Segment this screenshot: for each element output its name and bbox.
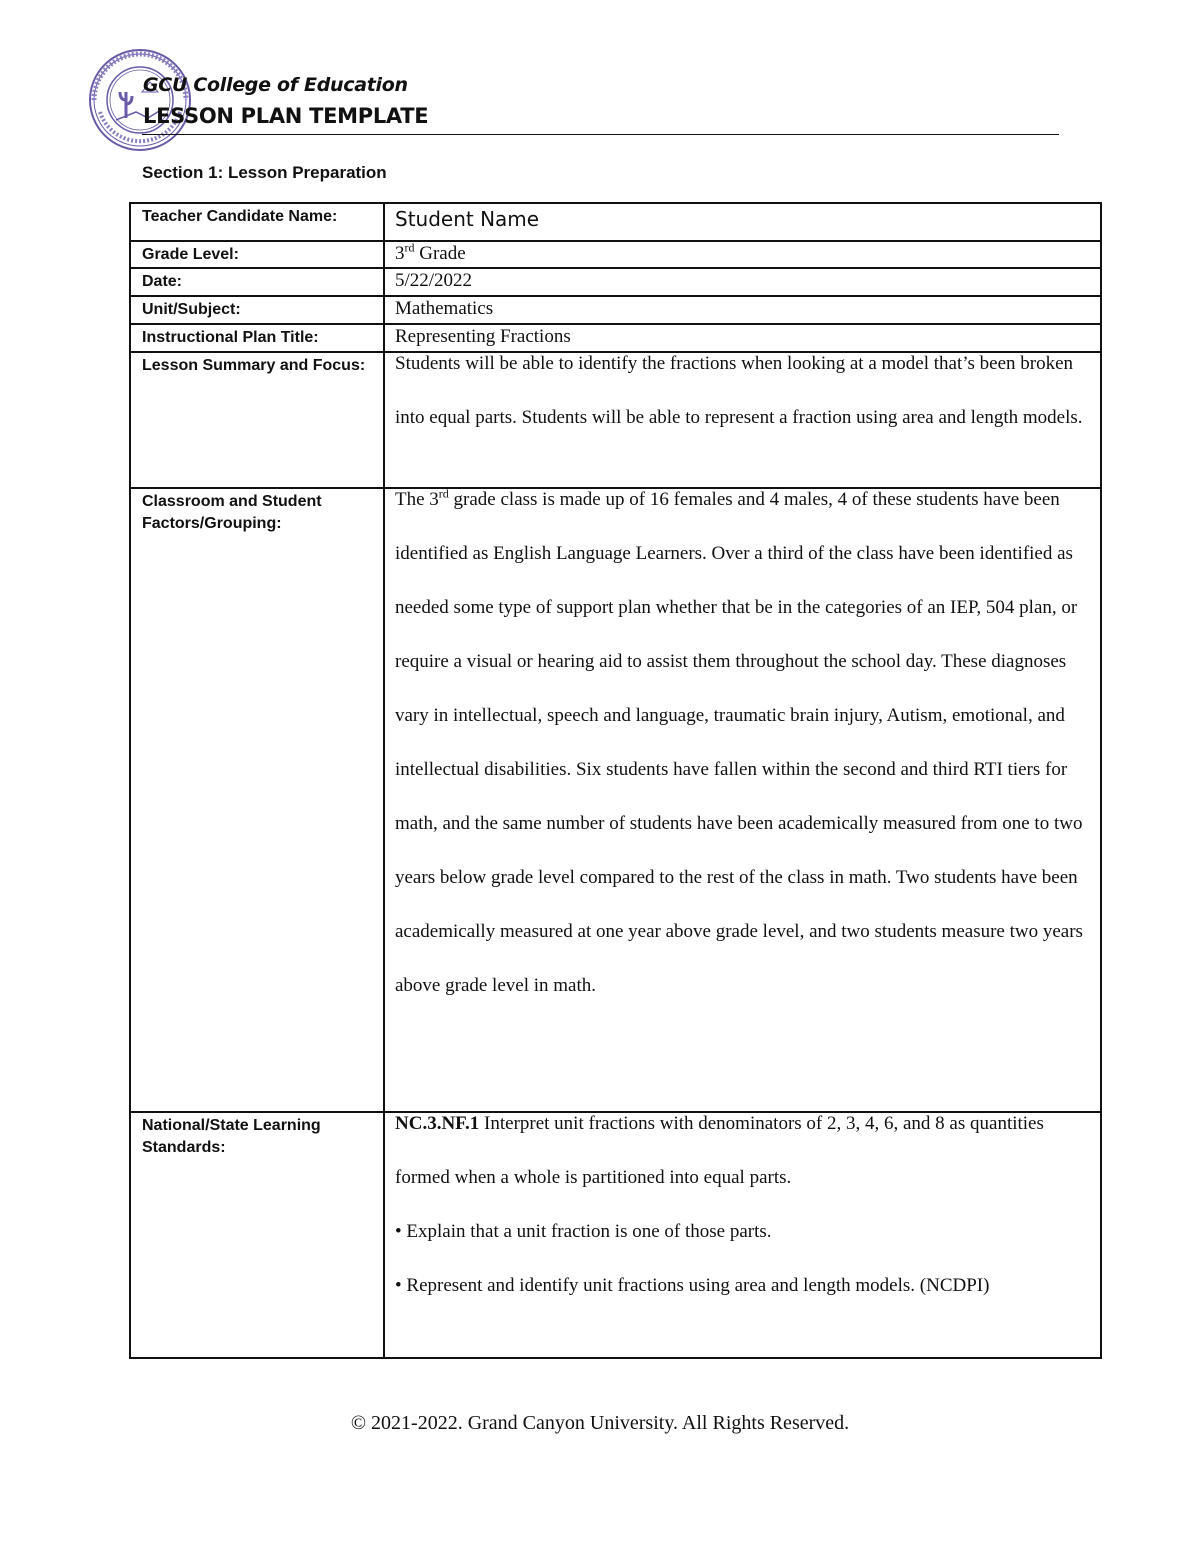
table-row <box>130 296 1101 324</box>
standard-text: Interpret unit fractions with denominators of 2, 3, 4, 6, and 8 as quantities formed when a whole is partitioned into equal parts. <box>395 1113 1044 1188</box>
learning-standards-label: National/State Learning Standards: <box>130 1112 384 1358</box>
table-row <box>130 268 1101 296</box>
lesson-plan-table <box>129 202 1102 1359</box>
classroom-factors-label: Classroom and Student Factors/Grouping: <box>130 488 384 1112</box>
plan-title-value: Representing Fractions <box>384 324 1101 352</box>
header-divider <box>142 134 1059 135</box>
college-name: GCU College of Education <box>143 74 408 96</box>
template-title: LESSON PLAN TEMPLATE <box>143 104 429 128</box>
table-row <box>130 488 1101 1112</box>
lesson-summary-value: Students will be able to identify the fractions when looking at a model that’s been broken into equal parts. Students will be able to represent a fraction using area and length models. <box>384 352 1101 488</box>
standard-code: NC.3.NF.1 <box>395 1113 480 1134</box>
standard-bullet: • Represent and identify unit fractions using area and length models. (NCDPI) <box>395 1275 990 1296</box>
unit-subject-label: Unit/Subject: <box>130 296 384 324</box>
standard-bullet: • Explain that a unit fraction is one of those parts. <box>395 1221 772 1242</box>
copyright-footer: © 2021-2022. Grand Canyon University. All Rights Reserved. <box>350 1412 850 1434</box>
grade-level-value: 3rd Grade <box>384 241 1101 268</box>
learning-standards-value <box>384 1112 1101 1358</box>
university-seal-icon <box>86 48 194 152</box>
table-row <box>130 203 1101 241</box>
date-value: 5/22/2022 <box>384 268 1101 296</box>
unit-subject-value: Mathematics <box>384 296 1101 324</box>
classroom-factors-value: The 3rd grade class is made up of 16 females and 4 males, 4 of these students have been identified as English Language Learners. Over a third of the class have been identified as needed some type of support plan whether that be in the categories of an IEP, 504 plan, or require a visual or hearing aid to assist them throughout the school day. These diagnoses vary in intellectual, speech and language, traumatic brain injury, Autism, emotional, and intellectual disabilities. Six students have fallen within the second and third RTI tiers for math, and the same number of students have been academically measured from one to two years below grade level compared to the rest of the class in math. Two students have been academically measured at one year above grade level, and two students measure two years above grade level in math. <box>384 488 1101 1112</box>
lesson-summary-label: Lesson Summary and Focus: <box>130 352 384 488</box>
date-label: Date: <box>130 268 384 296</box>
table-row <box>130 241 1101 268</box>
section-heading: Section 1: Lesson Preparation <box>142 163 387 182</box>
table-row <box>130 1112 1101 1358</box>
plan-title-label: Instructional Plan Title: <box>130 324 384 352</box>
table-row <box>130 352 1101 488</box>
grade-level-label: Grade Level: <box>130 241 384 268</box>
teacher-name-value: Student Name <box>384 203 1101 241</box>
teacher-name-label: Teacher Candidate Name: <box>130 203 384 241</box>
